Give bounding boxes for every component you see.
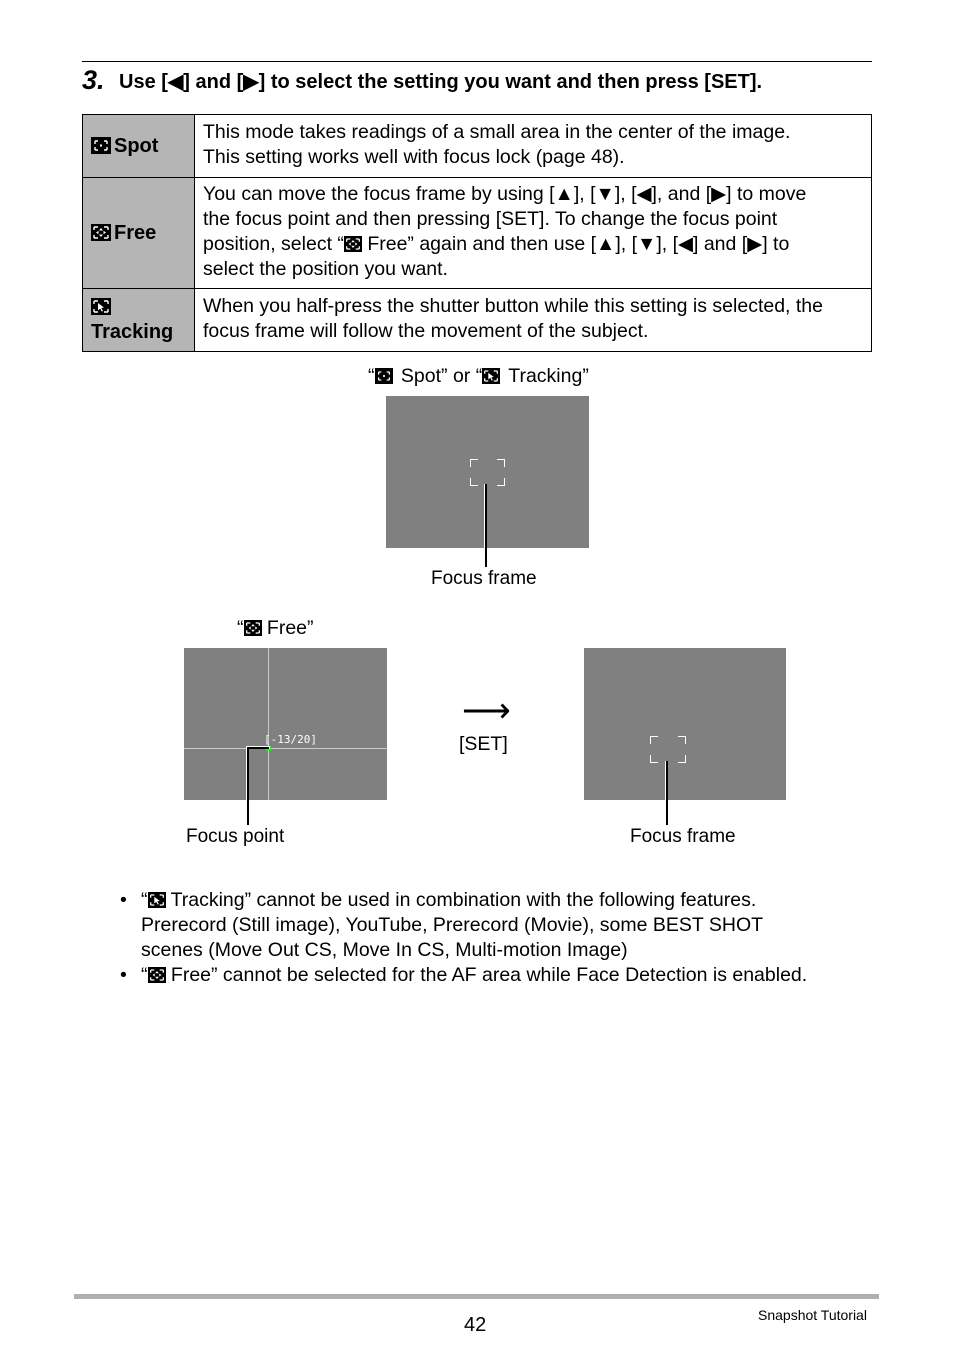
leader-line	[666, 761, 668, 800]
heading-rule	[82, 61, 872, 62]
spot-af-icon	[91, 137, 111, 154]
leader-line	[485, 484, 487, 548]
mode-name-spot	[83, 115, 195, 178]
mode-name-free	[83, 178, 195, 289]
desc-fragment: Free” again and then use [▲], [▼], [◀] and [▶] to	[361, 233, 790, 255]
table-row-free	[83, 178, 872, 289]
desc-line: You can move the focus frame by using [▲], [▼], [◀], and [▶] to move	[203, 183, 807, 205]
crosshair-horizontal	[184, 748, 387, 749]
bullet-dot: •	[120, 889, 127, 911]
mode-name-tracking	[83, 289, 195, 352]
free-screen-after	[584, 648, 786, 800]
focus-frame-corner	[497, 478, 505, 486]
caption-fragment: Spot” or “	[395, 365, 483, 387]
tracking-af-icon	[148, 892, 166, 908]
free-caption	[237, 616, 314, 640]
bullet-line	[141, 963, 807, 988]
focus-frame-corner	[650, 755, 658, 763]
table-row-tracking	[83, 289, 872, 352]
tracking-af-icon	[91, 298, 111, 315]
bullet-dot: •	[120, 964, 127, 986]
desc-line: select the position you want.	[203, 258, 448, 280]
free-af-icon	[344, 236, 362, 252]
free-af-icon	[244, 620, 262, 636]
bullet-fragment: Free” cannot be selected for the AF area while Face Detection is enabled.	[165, 964, 808, 986]
crosshair-vertical	[268, 648, 269, 800]
desc-line: focus frame will follow the movement of the subject.	[203, 320, 649, 342]
focus-frame-label-2: Focus frame	[630, 826, 736, 847]
caption-fragment: “	[368, 365, 375, 387]
desc-line: This mode takes readings of a small area in the center of the image.	[203, 121, 791, 143]
free-af-icon	[91, 224, 111, 241]
caption-fragment: Free”	[261, 617, 314, 639]
bullet-tracking	[120, 888, 880, 963]
mode-desc-spot	[195, 115, 872, 178]
spot-af-icon	[375, 368, 393, 384]
bullet-fragment: “	[141, 889, 148, 911]
focus-frame-corner	[650, 736, 658, 744]
leader-line	[247, 747, 269, 749]
footer-rule	[74, 1294, 879, 1299]
caption-fragment: “	[237, 617, 244, 639]
free-af-icon	[148, 967, 166, 983]
section-name: Snapshot Tutorial	[758, 1307, 867, 1323]
focus-frame-corner	[470, 478, 478, 486]
page-number: 42	[464, 1314, 487, 1336]
spot-screen	[386, 396, 589, 548]
bullet-line: Prerecord (Still image), YouTube, Prerecord (Movie), some BEST SHOT	[141, 914, 764, 936]
bullet-fragment: Tracking” cannot be used in combination with the following features.	[165, 889, 757, 911]
desc-line: the focus point and then pressing [SET]. To change the focus point	[203, 208, 778, 230]
leader-line	[247, 747, 249, 800]
spot-tracking-caption	[368, 364, 589, 388]
coordinate-readout: [-13/20]	[264, 733, 317, 746]
focus-frame-corner	[497, 459, 505, 467]
desc-line	[203, 232, 863, 257]
step-number: 3.	[82, 65, 105, 95]
desc-line: This setting works well with focus lock (page 48).	[203, 146, 625, 168]
mode-label-spot: Spot	[114, 134, 159, 157]
focus-point-label: Focus point	[186, 826, 285, 847]
bullet-line	[141, 888, 756, 913]
free-screen-before	[184, 648, 387, 800]
set-label: [SET]	[459, 733, 508, 755]
desc-fragment: position, select “	[203, 233, 344, 255]
leader-line	[247, 800, 249, 825]
mode-label-tracking: Tracking	[91, 321, 174, 343]
leader-line	[666, 800, 668, 825]
bullet-line: scenes (Move Out CS, Move In CS, Multi-motion Image)	[141, 939, 628, 961]
step-instruction: Use [◀] and [▶] to select the setting you want and then press [SET].	[119, 71, 763, 93]
mode-desc-free	[195, 178, 872, 289]
focus-frame-corner	[678, 736, 686, 744]
focus-frame-corner	[678, 755, 686, 763]
mode-desc-tracking	[195, 289, 872, 352]
tracking-af-icon	[482, 368, 500, 384]
arrow-right-icon: ⟶	[462, 692, 511, 730]
caption-fragment: Tracking”	[503, 365, 589, 387]
focus-frame-corner	[470, 459, 478, 467]
leader-line	[485, 548, 487, 567]
bullet-fragment: “	[141, 964, 148, 986]
desc-line: When you half-press the shutter button while this setting is selected, the	[203, 295, 824, 317]
table-row-spot	[83, 115, 872, 178]
mode-label-free: Free	[114, 221, 157, 244]
focus-frame-label: Focus frame	[431, 568, 537, 589]
af-mode-table	[82, 114, 872, 352]
bullet-free	[120, 963, 880, 988]
